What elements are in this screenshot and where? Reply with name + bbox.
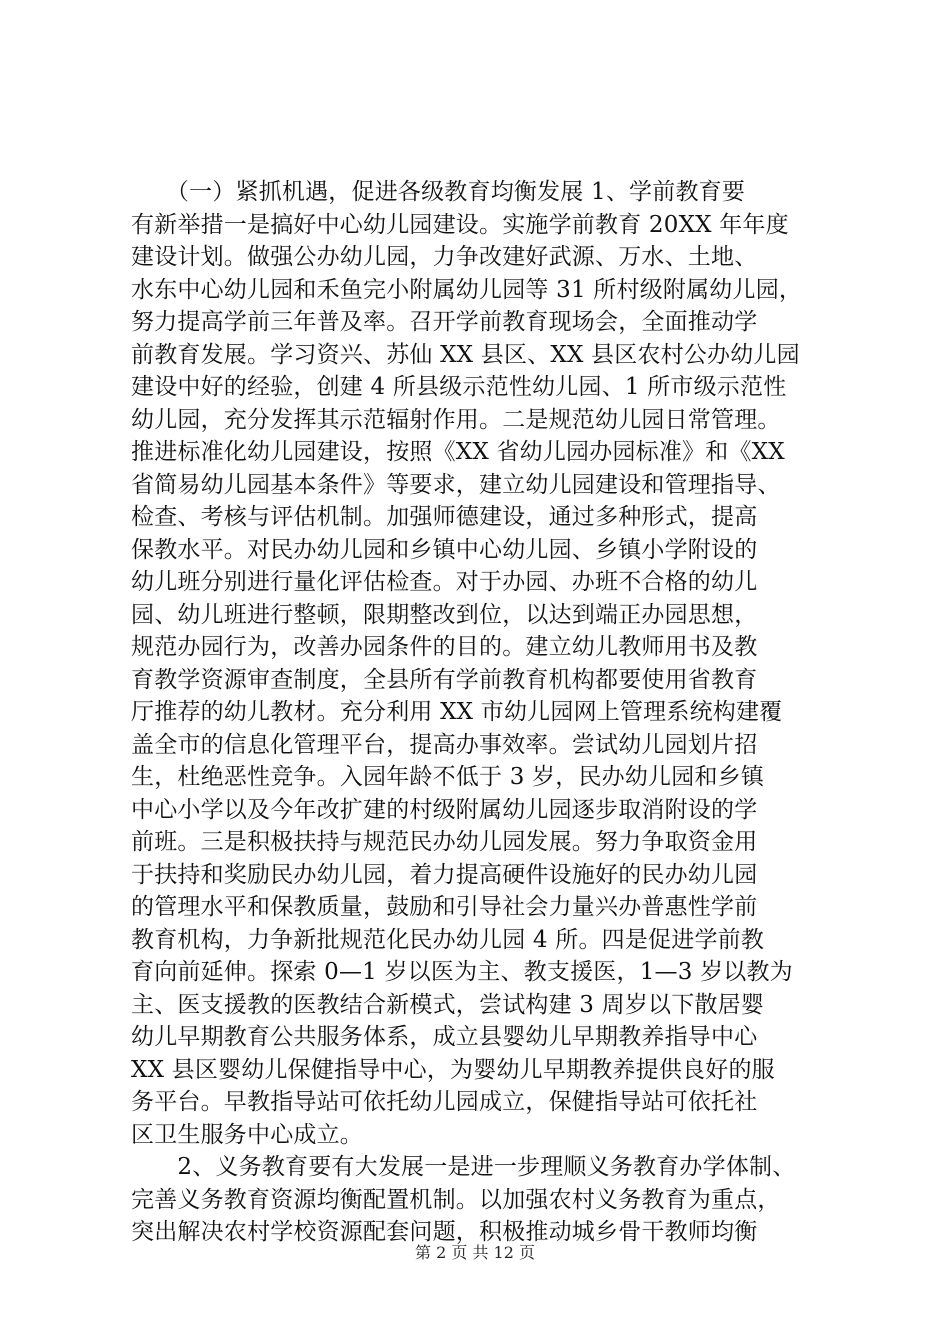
text-line: 于扶持和奖励民办幼儿园，着力提高硬件设施好的民办幼儿园 [131, 861, 758, 888]
text-line: 园、幼儿班进行整顿，限期整改到位，以达到端正办园思想， [131, 601, 758, 628]
text-line: 水东中心幼儿园和禾鱼完小附属幼儿园等 31 所村级附属幼儿园， [131, 276, 803, 303]
text-line: 教育机构，力争新批规范化民办幼儿园 4 所。四是促进学前教 [131, 926, 765, 953]
text-line: 努力提高学前三年普及率。召开学前教育现场会，全面推动学 [131, 309, 758, 335]
text-line: 建设计划。做强公办幼儿园，力争改建好武源、万水、土地、 [131, 244, 758, 270]
text-line: 主、医支援教的医教结合新模式，尝试构建 3 周岁以下散居婴 [131, 991, 765, 1018]
page-number-footer: 第 2 页 共 12 页 [415, 1243, 535, 1262]
text-line: XX 县区婴幼儿保健指导中心，为婴幼儿早期教养提供良好的服 [131, 1056, 775, 1083]
text-line: 务平台。早教指导站可依托幼儿园成立，保健指导站可依托社 [131, 1089, 758, 1115]
body-text [131, 176, 831, 1249]
text-line: 幼儿早期教育公共服务体系，成立县婴幼儿早期教养指导中心 [131, 1024, 758, 1050]
text-line: 前教育发展。学习资兴、苏仙 XX 县区、XX 县区农村公办幼儿园 [131, 341, 800, 368]
text-line: 中心小学以及今年改扩建的村级附属幼儿园逐步取消附设的学 [131, 796, 758, 823]
text-line: 育向前延伸。探索 0—1 岁以医为主、教支援医，1—3 岁以教为 [131, 959, 793, 985]
text-line: 盖全市的信息化管理平台，提高办事效率。尝试幼儿园划片招 [131, 731, 758, 758]
text-line: 育教学资源审查制度，全县所有学前教育机构都要使用省教育 [131, 666, 758, 693]
text-line: 突出解决农村学校资源配套问题，积极推动城乡骨干教师均衡 [131, 1219, 758, 1245]
text-line: 区卫生服务中心成立。 [131, 1121, 363, 1148]
text-line: 推进标准化幼儿园建设，按照《XX 省幼儿园办园标准》和《XX [131, 439, 785, 465]
text-line: （一）紧抓机遇，促进各级教育均衡发展 1、学前教育要 [131, 179, 746, 205]
text-line: 生，杜绝恶性竞争。入园年龄不低于 3 岁，民办幼儿园和乡镇 [131, 764, 765, 790]
text-line: 幼儿园，充分发挥其示范辐射作用。二是规范幼儿园日常管理。 [131, 406, 781, 433]
text-line: 前班。三是积极扶持与规范民办幼儿园发展。努力争取资金用 [131, 829, 758, 855]
text-line: 2、义务教育要有大发展一是进一步理顺义务教育办学体制、 [131, 1154, 796, 1180]
text-line: 的管理水平和保教质量，鼓励和引导社会力量兴办普惠性学前 [131, 894, 758, 920]
text-line: 厅推荐的幼儿教材。充分利用 XX 市幼儿园网上管理系统构建覆 [131, 699, 783, 725]
text-line: 完善义务教育资源均衡配置机制。以加强农村义务教育为重点， [131, 1186, 781, 1213]
text-line: 有新举措一是搞好中心幼儿园建设。实施学前教育 20XX 年年度 [131, 211, 789, 238]
text-line: 幼儿班分别进行量化评估检查。对于办园、办班不合格的幼儿 [131, 569, 758, 595]
text-line: 检查、考核与评估机制。加强师德建设，通过多种形式，提高 [131, 504, 758, 530]
text-line: 规范办园行为，改善办园条件的目的。建立幼儿教师用书及教 [131, 634, 758, 660]
text-line: 省简易幼儿园基本条件》等要求，建立幼儿园建设和管理指导、 [131, 471, 781, 498]
text-line: 保教水平。对民办幼儿园和乡镇中心幼儿园、乡镇小学附设的 [131, 536, 758, 563]
text-line: 建设中好的经验，创建 4 所县级示范性幼儿园、1 所市级示范性 [131, 374, 787, 400]
